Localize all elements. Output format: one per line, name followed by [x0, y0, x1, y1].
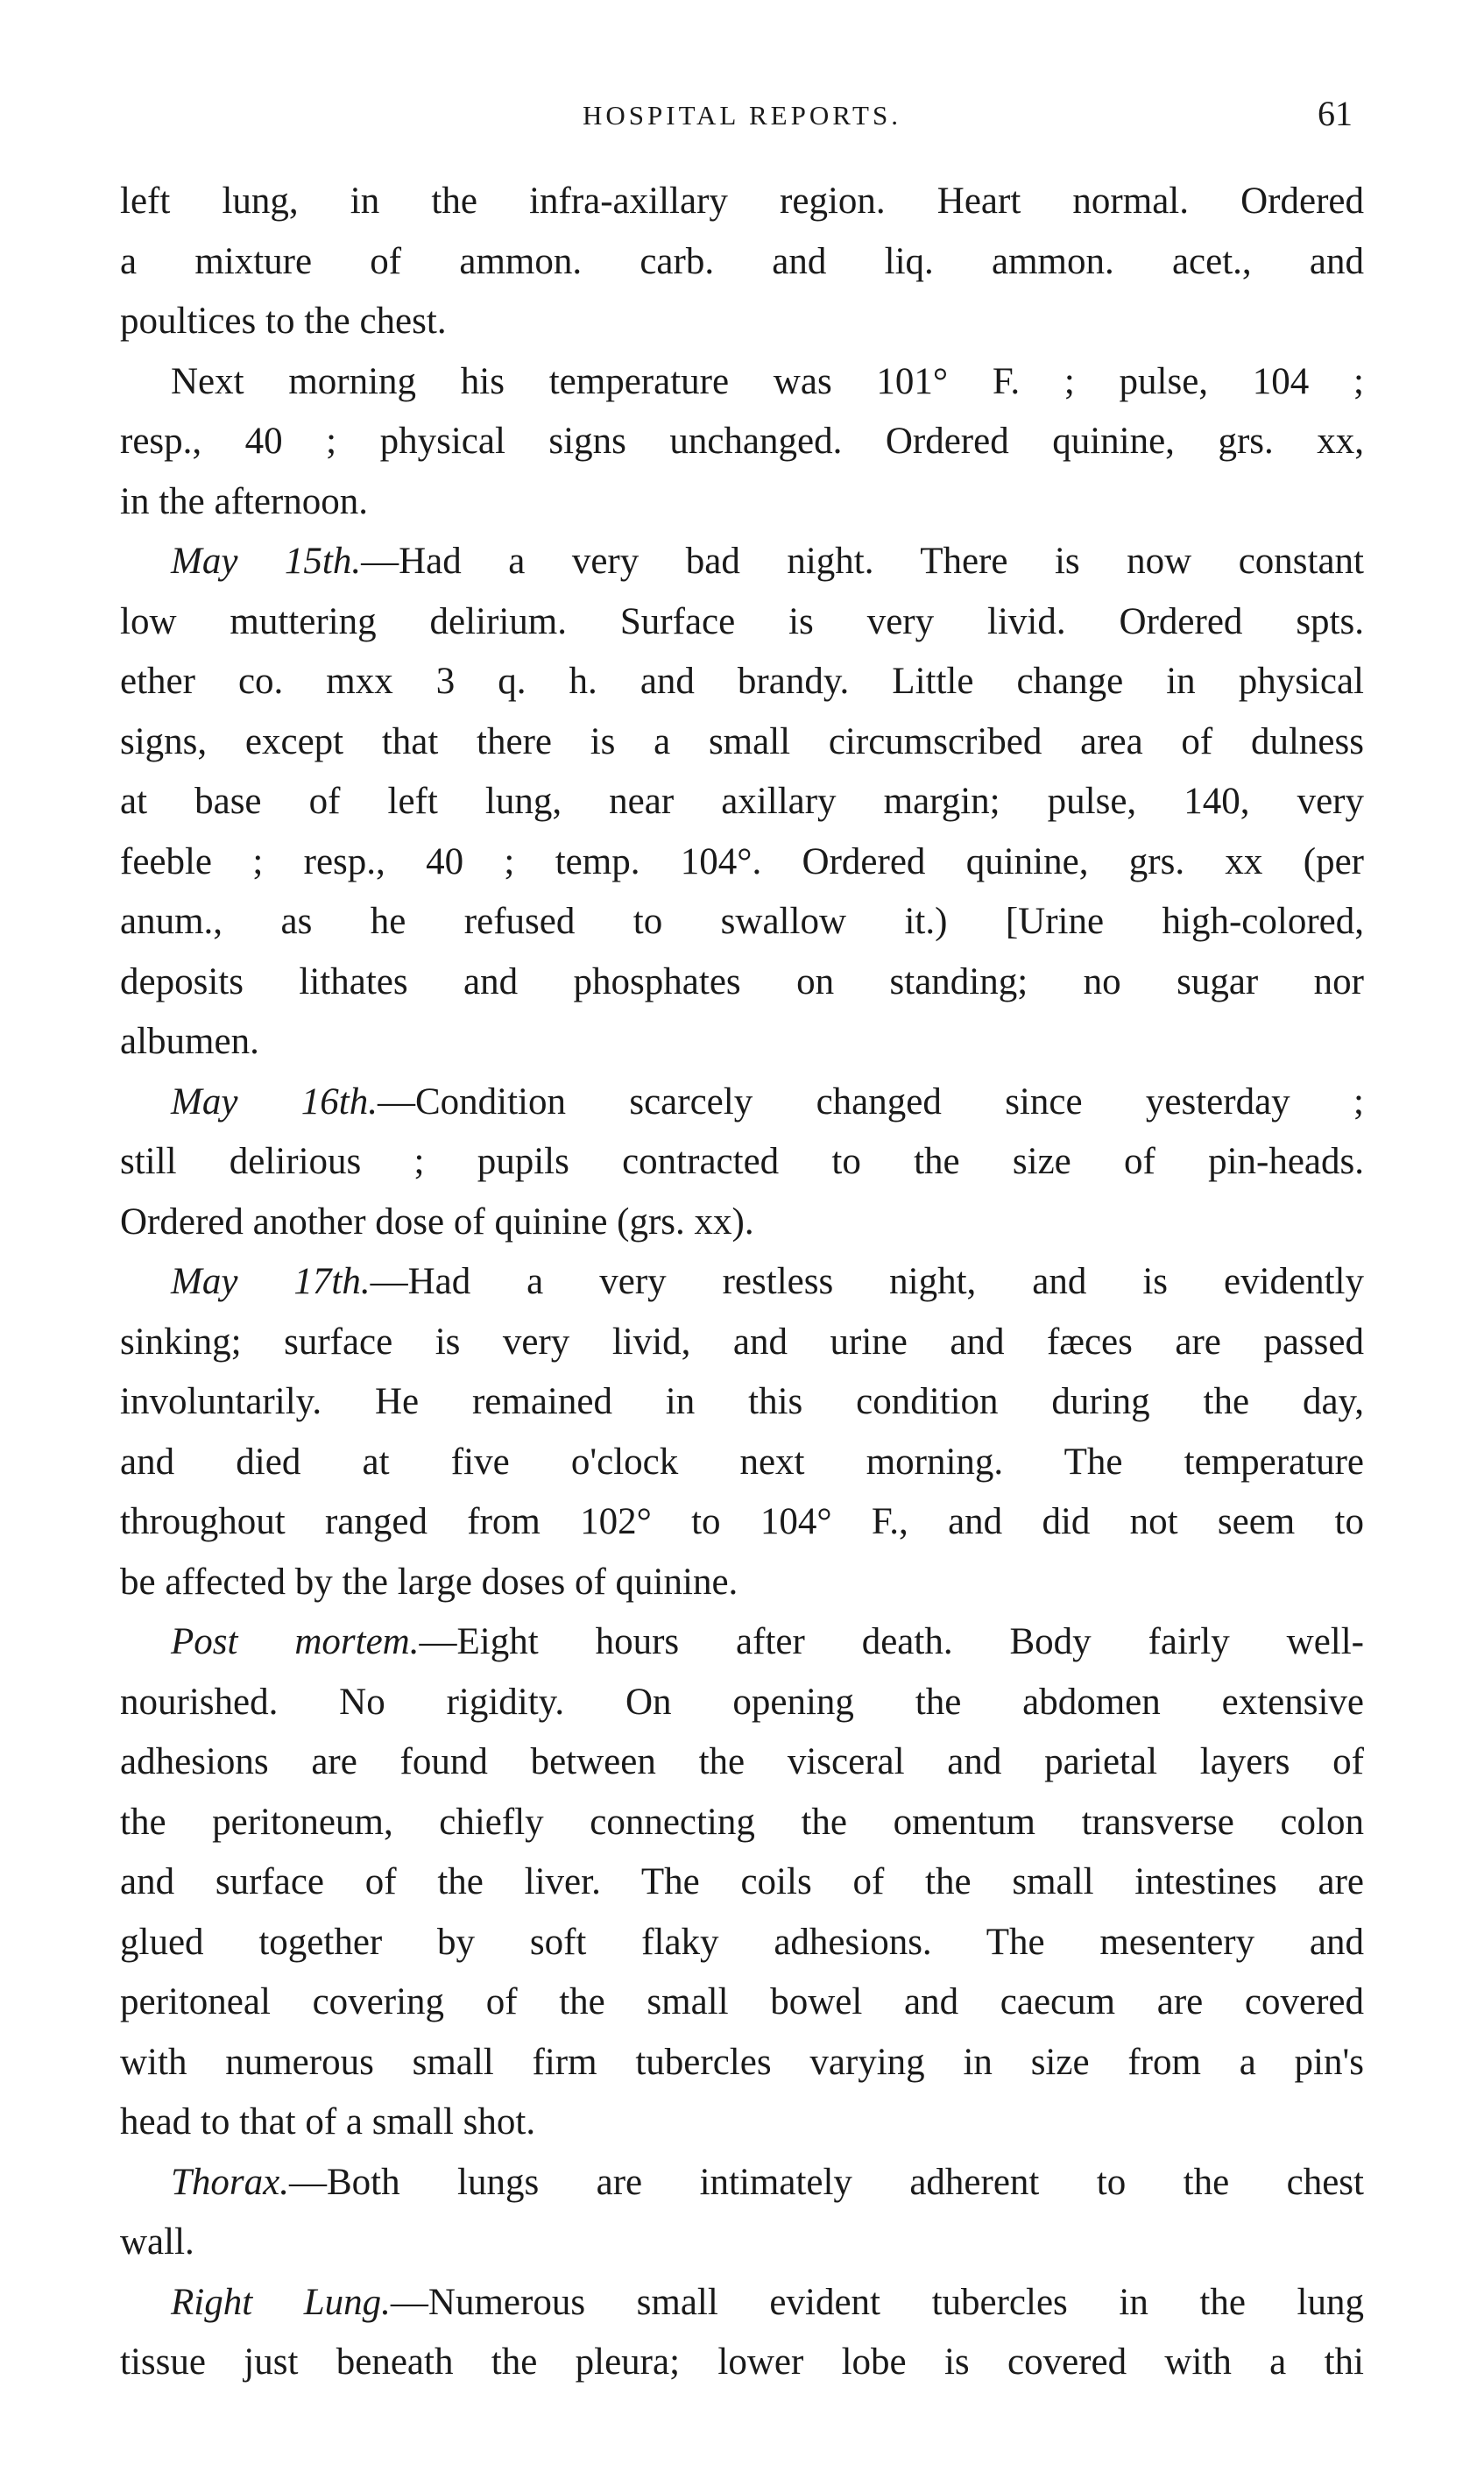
text-line: peritoneal covering of the small bowel and caecum are covered	[120, 1981, 1364, 2022]
text-line: head to that of a small shot.	[120, 2101, 536, 2142]
entry-heading: Thorax.	[171, 2161, 289, 2203]
text-line: with numerous small firm tubercles varying in size from a pin's	[120, 2041, 1364, 2083]
entry-heading: May 17th.	[171, 1261, 371, 1302]
body-text	[120, 172, 1364, 2393]
text-line	[120, 2153, 1364, 2213]
entry-text: —Numerous small evident tubercles in the lung	[390, 2281, 1364, 2323]
running-title: HOSPITAL REPORTS.	[583, 100, 901, 131]
text-line: the peritoneum, chiefly connecting the omentum transverse colon	[120, 1801, 1364, 1843]
text-line: signs, except that there is a small circumscribed area of dulness	[120, 720, 1364, 762]
text-line: low muttering delirium. Surface is very livid. Ordered spts.	[120, 600, 1364, 642]
text-line: feeble ; resp., 40 ; temp. 104°. Ordered quinine, grs. xx (per	[120, 840, 1364, 882]
text-line	[120, 1612, 1364, 1673]
text-line	[120, 2273, 1364, 2334]
text-line: be affected by the large doses of quinine.	[120, 1561, 738, 1603]
text-line: sinking; surface is very livid, and urine and fæces are passed	[120, 1321, 1364, 1363]
entry-text: —Condition scarcely changed since yesterday ;	[377, 1080, 1364, 1123]
entry-heading: Post mortem.	[171, 1621, 420, 1662]
text-line: anum., as he refused to swallow it.) [Urine high-colored,	[120, 901, 1364, 942]
entry-text: —Eight hours after death. Body fairly well-	[419, 1621, 1364, 1662]
entry-text: —Had a very bad night. There is now constant	[361, 541, 1364, 582]
text-line: Next morning his temperature was 101° F. ; pulse, 104 ;	[171, 360, 1364, 402]
text-line	[120, 532, 1364, 592]
text-line: wall.	[120, 2221, 194, 2263]
running-head	[0, 93, 1484, 145]
text-line: ether co. mxx 3 q. h. and brandy. Little change in physical	[120, 661, 1364, 702]
text-line: nourished. No rigidity. On opening the abdomen extensive	[120, 1681, 1364, 1723]
text-line: at base of left lung, near axillary margin; pulse, 140, very	[120, 781, 1364, 822]
entry-text: —Had a very restless night, and is evidently	[370, 1261, 1364, 1302]
entry-heading: May 15th.	[171, 541, 362, 582]
text-line: tissue just beneath the pleura; lower lobe is covered with a thi	[120, 2341, 1364, 2383]
text-line: albumen.	[120, 1021, 259, 1062]
text-line: Ordered another dose of quinine (grs. xx).	[120, 1201, 754, 1243]
text-line: adhesions are found between the visceral and parietal layers of	[120, 1741, 1364, 1782]
text-line: and died at five o'clock next morning. The temperature	[120, 1441, 1364, 1483]
text-line: glued together by soft flaky adhesions. The mesentery and	[120, 1921, 1364, 1963]
entry-heading: Right Lung.	[171, 2281, 391, 2323]
text-line: still delirious ; pupils contracted to the size of pin-heads.	[120, 1141, 1364, 1182]
page-number: 61	[1318, 94, 1353, 133]
text-line: involuntarily. He remained in this condition during the day,	[120, 1381, 1364, 1422]
text-line: a mixture of ammon. carb. and liq. ammon. acet., and	[120, 240, 1364, 282]
text-line: in the afternoon.	[120, 480, 368, 522]
text-line: left lung, in the infra-axillary region. Heart normal. Ordered	[120, 181, 1364, 222]
entry-text: —Both lungs are intimately adherent to the chest	[288, 2161, 1364, 2203]
entry-heading: May 16th.	[171, 1080, 378, 1123]
text-line: resp., 40 ; physical signs unchanged. Ordered quinine, grs. xx,	[120, 421, 1364, 462]
text-line	[120, 1073, 1364, 1133]
text-line: and surface of the liver. The coils of the small intestines are	[120, 1861, 1364, 1902]
text-line: poultices to the chest.	[120, 301, 447, 342]
text-line: throughout ranged from 102° to 104° F., and did not seem to	[120, 1501, 1364, 1542]
text-line: deposits lithates and phosphates on standing; no sugar nor	[120, 960, 1364, 1002]
text-line	[120, 1252, 1364, 1313]
